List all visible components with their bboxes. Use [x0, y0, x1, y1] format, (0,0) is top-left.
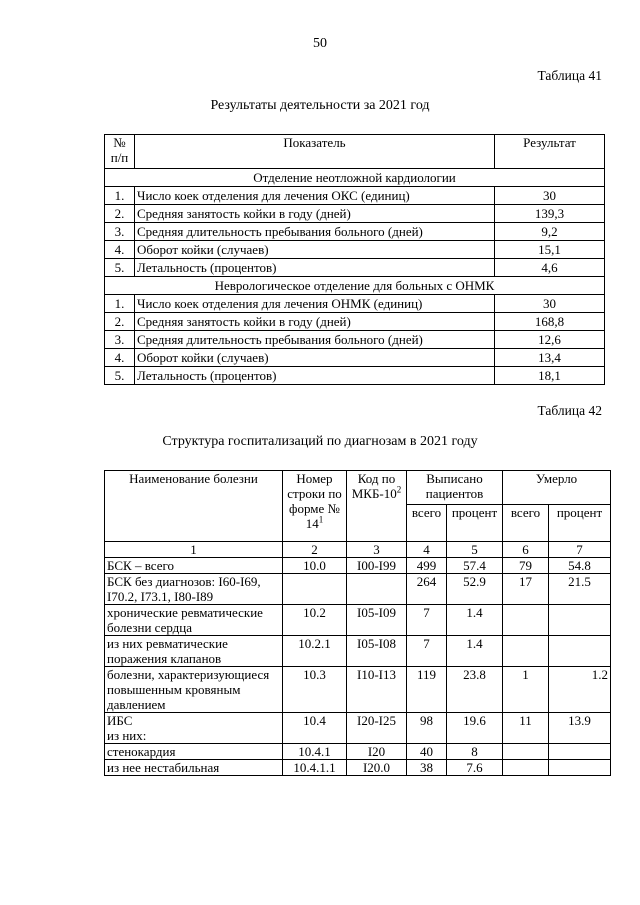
- table-row: [105, 744, 611, 760]
- table-row: [105, 713, 611, 744]
- icd-code: I00-I99: [347, 558, 407, 574]
- disease-name: болезни, характеризующиеся повышенным кровяным давлением: [105, 667, 283, 713]
- row-number: 1.: [105, 187, 135, 205]
- died-total: 17: [503, 574, 549, 605]
- discharged-percent: 52.9: [447, 574, 503, 605]
- row-value: 15,1: [495, 241, 605, 259]
- table-42-header-row: [105, 471, 611, 505]
- line-number: 10.0: [283, 558, 347, 574]
- header-died: Умерло: [503, 471, 611, 505]
- died-percent: [549, 744, 611, 760]
- table-row: [105, 205, 605, 223]
- table-41-title: Результаты деятельности за 2021 год: [210, 98, 430, 113]
- table-row: [105, 667, 611, 713]
- line-number: 10.2: [283, 605, 347, 636]
- header-died-total: всего: [503, 505, 549, 542]
- died-total: 1: [503, 667, 549, 713]
- table-42-label: Таблица 42: [537, 403, 602, 418]
- row-number: 5.: [105, 259, 135, 277]
- row-value: 13,4: [495, 349, 605, 367]
- line-number: 10.2.1: [283, 636, 347, 667]
- header-icd-code: [347, 471, 407, 542]
- col-number: 1: [105, 542, 283, 558]
- row-indicator: Оборот койки (случаев): [135, 241, 495, 259]
- icd-code: I05-I08: [347, 636, 407, 667]
- header-icd-code-text: Код по МКБ-10: [351, 471, 397, 501]
- row-value: 4,6: [495, 259, 605, 277]
- table-42: [104, 470, 611, 776]
- table-row: [105, 636, 611, 667]
- table-row: [105, 367, 605, 385]
- table-row: [105, 349, 605, 367]
- section-title: Отделение неотложной кардиологии: [105, 169, 605, 187]
- discharged-percent: 23.8: [447, 667, 503, 713]
- table-41-header-row: [105, 135, 605, 169]
- row-indicator: Летальность (процентов): [135, 367, 495, 385]
- table-41: [104, 134, 605, 385]
- row-number: 4.: [105, 241, 135, 259]
- died-percent: 54.8: [549, 558, 611, 574]
- row-number: 2.: [105, 205, 135, 223]
- discharged-total: 119: [407, 667, 447, 713]
- header-result: Результат: [495, 135, 605, 169]
- footnote-2-marker: 2: [396, 484, 402, 495]
- col-number: 3: [347, 542, 407, 558]
- discharged-percent: 57.4: [447, 558, 503, 574]
- died-percent: [549, 636, 611, 667]
- header-disease: Наименование болезни: [105, 471, 283, 542]
- disease-name: БСК без диагнозов: I60-I69, I70.2, I73.1, I80-I89: [105, 574, 283, 605]
- discharged-total: 40: [407, 744, 447, 760]
- row-indicator: Средняя длительность пребывания больного (дней): [135, 223, 495, 241]
- page-number: 50: [313, 36, 327, 51]
- disease-name-subline: из них:: [107, 728, 147, 743]
- disease-name: хронические ревматические болезни сердца: [105, 605, 283, 636]
- row-number: 3.: [105, 331, 135, 349]
- icd-code: I20: [347, 744, 407, 760]
- header-line-number-text: Номер строки по форме № 14: [287, 471, 342, 531]
- header-indicator: Показатель: [135, 135, 495, 169]
- icd-code: I20-I25: [347, 713, 407, 744]
- discharged-percent: 19.6: [447, 713, 503, 744]
- died-total: [503, 744, 549, 760]
- header-discharged-percent: процент: [447, 505, 503, 542]
- row-value: 30: [495, 295, 605, 313]
- header-line-number: [283, 471, 347, 542]
- row-value: 18,1: [495, 367, 605, 385]
- col-number: 2: [283, 542, 347, 558]
- discharged-total: 7: [407, 636, 447, 667]
- disease-name: из них ревматические поражения клапанов: [105, 636, 283, 667]
- column-numbers-row: [105, 542, 611, 558]
- section-row: [105, 277, 605, 295]
- table-row: [105, 605, 611, 636]
- row-value: 12,6: [495, 331, 605, 349]
- row-indicator: Средняя длительность пребывания больного (дней): [135, 331, 495, 349]
- died-percent: [549, 760, 611, 776]
- table-row: [105, 187, 605, 205]
- died-percent: 13.9: [549, 713, 611, 744]
- line-number: 10.4: [283, 713, 347, 744]
- section-title: Неврологическое отделение для больных с ОНМК: [105, 277, 605, 295]
- row-number: 3.: [105, 223, 135, 241]
- icd-code: I05-I09: [347, 605, 407, 636]
- icd-code: I10-I13: [347, 667, 407, 713]
- disease-name-line: ИБС: [107, 713, 133, 728]
- table-42-title: Структура госпитализаций по диагнозам в 2021 году: [162, 434, 478, 449]
- row-indicator: Оборот койки (случаев): [135, 349, 495, 367]
- col-number: 6: [503, 542, 549, 558]
- row-indicator: Средняя занятость койки в году (дней): [135, 313, 495, 331]
- row-value: 30: [495, 187, 605, 205]
- table-row: [105, 259, 605, 277]
- disease-name: БСК – всего: [105, 558, 283, 574]
- table-row: [105, 313, 605, 331]
- line-number: 10.4.1: [283, 744, 347, 760]
- discharged-percent: 7.6: [447, 760, 503, 776]
- footnote-1-marker: 1: [318, 514, 324, 525]
- table-row: [105, 574, 611, 605]
- discharged-percent: 8: [447, 744, 503, 760]
- table-41-label: Таблица 41: [537, 68, 602, 83]
- died-percent: 21.5: [549, 574, 611, 605]
- disease-name: стенокардия: [105, 744, 283, 760]
- discharged-total: 38: [407, 760, 447, 776]
- header-discharged-total: всего: [407, 505, 447, 542]
- icd-code: I20.0: [347, 760, 407, 776]
- disease-name: [105, 713, 283, 744]
- discharged-percent: 1.4: [447, 605, 503, 636]
- disease-name: из нее нестабильная: [105, 760, 283, 776]
- row-number: 4.: [105, 349, 135, 367]
- header-num: № п/п: [105, 135, 135, 169]
- line-number: [283, 574, 347, 605]
- table-row: [105, 558, 611, 574]
- header-discharged: Выписано пациентов: [407, 471, 503, 505]
- row-number: 5.: [105, 367, 135, 385]
- table-row: [105, 331, 605, 349]
- died-total: 79: [503, 558, 549, 574]
- icd-code: [347, 574, 407, 605]
- section-row: [105, 169, 605, 187]
- row-value: 9,2: [495, 223, 605, 241]
- table-row: [105, 241, 605, 259]
- died-percent: [549, 605, 611, 636]
- row-value: 168,8: [495, 313, 605, 331]
- discharged-total: 499: [407, 558, 447, 574]
- table-row: [105, 295, 605, 313]
- line-number: 10.3: [283, 667, 347, 713]
- table-row: [105, 223, 605, 241]
- col-number: 7: [549, 542, 611, 558]
- died-total: [503, 636, 549, 667]
- row-indicator: Летальность (процентов): [135, 259, 495, 277]
- line-number: 10.4.1.1: [283, 760, 347, 776]
- row-number: 2.: [105, 313, 135, 331]
- row-value: 139,3: [495, 205, 605, 223]
- discharged-total: 264: [407, 574, 447, 605]
- died-percent: 1.2: [549, 667, 611, 713]
- row-number: 1.: [105, 295, 135, 313]
- died-total: 11: [503, 713, 549, 744]
- table-row: [105, 760, 611, 776]
- row-indicator: Число коек отделения для лечения ОНМК (единиц): [135, 295, 495, 313]
- row-indicator: Средняя занятость койки в году (дней): [135, 205, 495, 223]
- header-died-percent: процент: [549, 505, 611, 542]
- col-number: 4: [407, 542, 447, 558]
- died-total: [503, 760, 549, 776]
- discharged-total: 98: [407, 713, 447, 744]
- row-indicator: Число коек отделения для лечения ОКС (единиц): [135, 187, 495, 205]
- col-number: 5: [447, 542, 503, 558]
- died-total: [503, 605, 549, 636]
- discharged-total: 7: [407, 605, 447, 636]
- discharged-percent: 1.4: [447, 636, 503, 667]
